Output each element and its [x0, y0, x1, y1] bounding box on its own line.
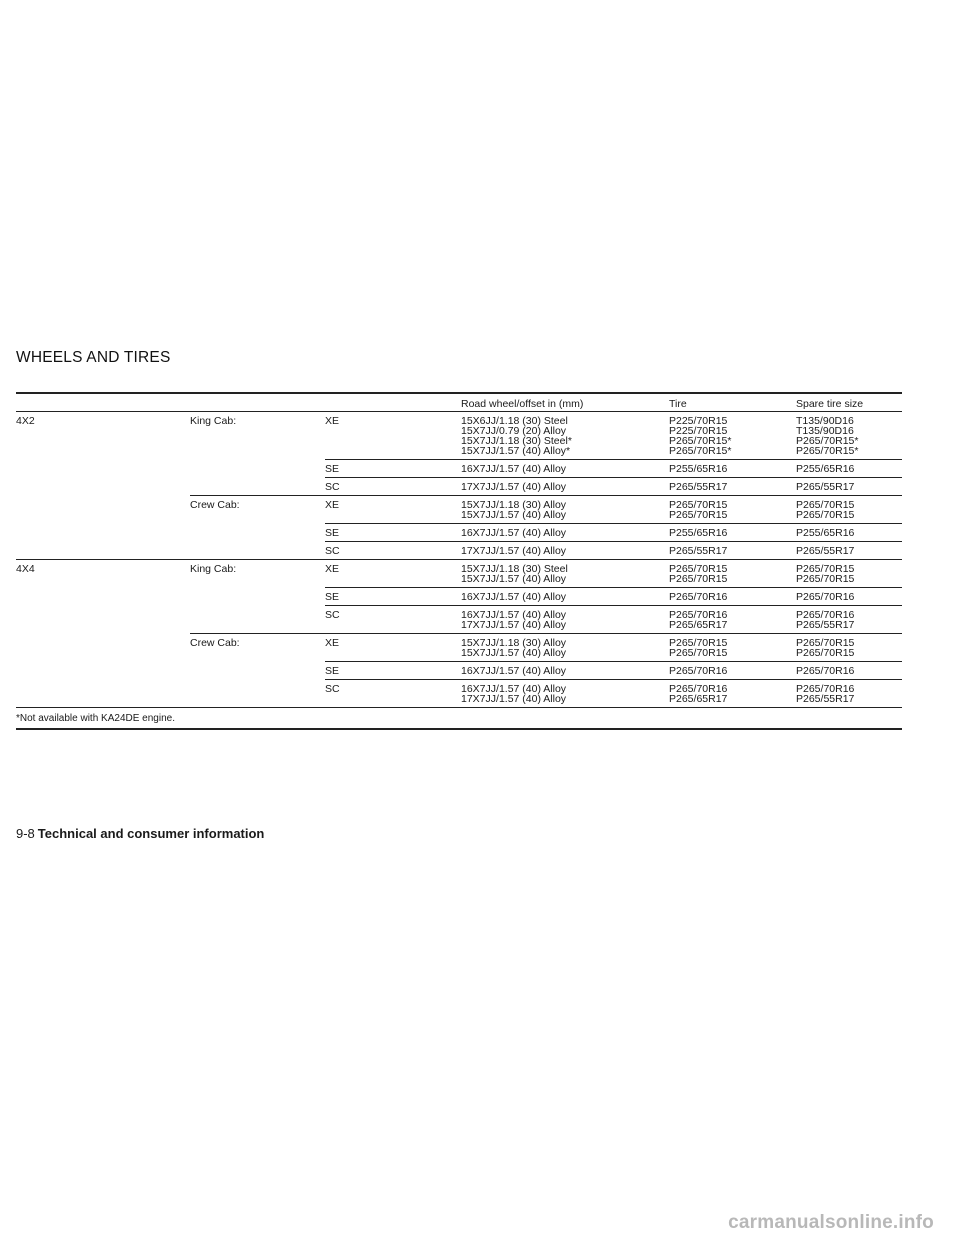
spare-cell — [796, 482, 896, 492]
trim-cell: SC — [325, 683, 340, 695]
table-row — [16, 559, 902, 587]
tire-value: P265/55R17 — [669, 481, 728, 493]
spare-cell — [796, 528, 896, 538]
table-row — [325, 541, 902, 559]
wheel-value: 17X7JJ/1.57 (40) Alloy — [461, 481, 567, 493]
wheel-value: 15X7JJ/1.57 (40) Alloy — [461, 509, 567, 521]
spare-value: P265/70R15 — [796, 499, 855, 511]
tire-cell — [669, 482, 796, 492]
spare-value: P255/65R16 — [796, 463, 855, 475]
spare-cell — [796, 416, 896, 456]
spare-value: P255/65R16 — [796, 527, 855, 539]
spare-value: P265/70R15 — [796, 509, 855, 521]
spare-cell — [796, 500, 896, 520]
tire-cell — [669, 666, 796, 676]
wheel-value: 16X7JJ/1.57 (40) Alloy — [461, 665, 567, 677]
wheel-value: 15X7JJ/0.79 (20) Alloy — [461, 425, 567, 437]
cab-label: Crew Cab: — [190, 637, 240, 649]
wheel-cell — [461, 666, 669, 676]
drive-group — [16, 559, 902, 707]
section-title: WHEELS AND TIRES — [16, 349, 171, 366]
wheel-cell — [461, 464, 669, 474]
spare-cell — [796, 564, 896, 584]
spare-value: P265/70R16 — [796, 683, 855, 695]
spare-value: P265/55R17 — [796, 481, 855, 493]
cab-label: King Cab: — [190, 415, 237, 427]
spare-value: T135/90D16 — [796, 425, 854, 437]
tire-cell — [669, 638, 796, 658]
trim-cell: SE — [325, 665, 340, 677]
page-footer — [16, 826, 264, 841]
table-row — [325, 459, 902, 477]
cab-label: Crew Cab: — [190, 499, 240, 511]
wheel-cell — [461, 638, 669, 658]
table-row — [325, 523, 902, 541]
wheel-value: 16X7JJ/1.57 (40) Alloy — [461, 609, 567, 621]
spare-cell — [796, 610, 896, 630]
trim-cell: SE — [325, 527, 340, 539]
wheel-cell — [461, 482, 669, 492]
spare-value: P265/70R16 — [796, 591, 855, 603]
spare-value: T135/90D16 — [796, 415, 854, 427]
tire-value: P265/70R16 — [669, 665, 728, 677]
tire-value: P265/65R17 — [669, 693, 728, 705]
tire-cell — [669, 416, 796, 456]
wheel-value: 17X7JJ/1.57 (40) Alloy — [461, 693, 567, 705]
table-footnote: *Not available with KA24DE engine. — [16, 707, 902, 728]
trim-cell: SE — [325, 463, 340, 475]
tire-value: P265/65R17 — [669, 619, 728, 631]
header-wheel: Road wheel/offset in (mm) — [461, 398, 584, 410]
table-row — [190, 495, 902, 523]
trim-cell: SC — [325, 481, 340, 493]
spare-value: P265/70R15 — [796, 647, 855, 659]
tire-value: P265/70R16 — [669, 591, 728, 603]
tire-cell — [669, 528, 796, 538]
wheel-cell — [461, 416, 669, 456]
wheel-cell — [461, 684, 669, 704]
tire-cell — [669, 464, 796, 474]
trim-cell: XE — [325, 499, 340, 511]
spare-value: P265/70R15 — [796, 573, 855, 585]
tire-value: P265/70R15 — [669, 647, 728, 659]
header-tire: Tire — [669, 398, 687, 410]
spare-value: P265/70R15 — [796, 637, 855, 649]
tire-cell — [669, 592, 796, 602]
spare-cell — [796, 592, 896, 602]
table-body — [16, 411, 902, 707]
wheel-cell — [461, 546, 669, 556]
spare-cell — [796, 638, 896, 658]
drive-group — [16, 411, 902, 559]
wheels-tires-table — [16, 392, 902, 730]
tire-value: P225/70R15 — [669, 415, 728, 427]
table-row — [16, 411, 902, 459]
tire-value: P265/70R15 — [669, 499, 728, 511]
spare-cell — [796, 464, 896, 474]
wheel-value: 16X7JJ/1.57 (40) Alloy — [461, 591, 567, 603]
cab-group — [16, 633, 902, 707]
spare-value: P265/55R17 — [796, 619, 855, 631]
table-header — [16, 394, 902, 411]
wheel-cell — [461, 500, 669, 520]
tire-value: P265/70R15* — [669, 435, 732, 447]
spare-value: P265/70R15* — [796, 445, 859, 457]
tire-cell — [669, 564, 796, 584]
wheel-cell — [461, 610, 669, 630]
wheel-value: 15X7JJ/1.18 (30) Alloy — [461, 637, 567, 649]
wheel-value: 16X7JJ/1.57 (40) Alloy — [461, 463, 567, 475]
tire-value: P255/65R16 — [669, 463, 728, 475]
spare-value: P265/70R15* — [796, 435, 859, 447]
trim-cell: XE — [325, 415, 340, 427]
table-row — [190, 633, 902, 661]
wheel-value: 15X7JJ/1.57 (40) Alloy — [461, 573, 567, 585]
wheel-value: 15X7JJ/1.57 (40) Alloy* — [461, 445, 571, 457]
cab-label: King Cab: — [190, 563, 237, 575]
wheel-cell — [461, 592, 669, 602]
wheel-cell — [461, 564, 669, 584]
wheel-value: 15X7JJ/1.18 (30) Alloy — [461, 499, 567, 511]
wheel-value: 16X7JJ/1.57 (40) Alloy — [461, 527, 567, 539]
table-row — [325, 661, 902, 679]
spare-cell — [796, 684, 896, 704]
trim-cell: SC — [325, 545, 340, 557]
tire-value: P265/70R15 — [669, 563, 728, 575]
spare-value: P265/55R17 — [796, 545, 855, 557]
tire-value: P255/65R16 — [669, 527, 728, 539]
tire-cell — [669, 500, 796, 520]
spare-value: P265/70R16 — [796, 665, 855, 677]
wheel-value: 15X6JJ/1.18 (30) Steel — [461, 415, 568, 427]
trim-cell: XE — [325, 563, 340, 575]
watermark: carmanualsonline.info — [728, 1212, 934, 1233]
table-row — [325, 605, 902, 633]
page-number: 9-8 — [16, 826, 35, 841]
tire-value: P265/70R15* — [669, 445, 732, 457]
tire-cell — [669, 546, 796, 556]
wheel-cell — [461, 528, 669, 538]
trim-cell: XE — [325, 637, 340, 649]
table-row — [325, 679, 902, 707]
cab-group — [16, 559, 902, 633]
tire-value: P225/70R15 — [669, 425, 728, 437]
spare-cell — [796, 666, 896, 676]
cab-group — [16, 495, 902, 559]
wheel-value: 17X7JJ/1.57 (40) Alloy — [461, 619, 567, 631]
tire-value: P265/70R15 — [669, 637, 728, 649]
drive-label: 4X4 — [16, 563, 35, 575]
spare-cell — [796, 546, 896, 556]
wheel-value: 15X7JJ/1.57 (40) Alloy — [461, 647, 567, 659]
tire-cell — [669, 610, 796, 630]
chapter-title: Technical and consumer information — [37, 826, 265, 841]
trim-cell: SE — [325, 591, 340, 603]
spare-value: P265/55R17 — [796, 693, 855, 705]
drive-label: 4X2 — [16, 415, 35, 427]
cab-group — [16, 411, 902, 495]
table-row — [325, 477, 902, 495]
tire-value: P265/55R17 — [669, 545, 728, 557]
wheel-value: 15X7JJ/1.18 (30) Steel — [461, 563, 568, 575]
tire-value: P265/70R15 — [669, 509, 728, 521]
table-row — [325, 587, 902, 605]
wheel-value: 15X7JJ/1.18 (30) Steel* — [461, 435, 572, 447]
tire-value: P265/70R16 — [669, 609, 728, 621]
spare-value: P265/70R15 — [796, 563, 855, 575]
trim-cell: SC — [325, 609, 340, 621]
tire-cell — [669, 684, 796, 704]
wheel-value: 17X7JJ/1.57 (40) Alloy — [461, 545, 567, 557]
wheel-value: 16X7JJ/1.57 (40) Alloy — [461, 683, 567, 695]
tire-value: P265/70R16 — [669, 683, 728, 695]
spare-value: P265/70R16 — [796, 609, 855, 621]
header-spare: Spare tire size — [796, 398, 864, 410]
tire-value: P265/70R15 — [669, 573, 728, 585]
